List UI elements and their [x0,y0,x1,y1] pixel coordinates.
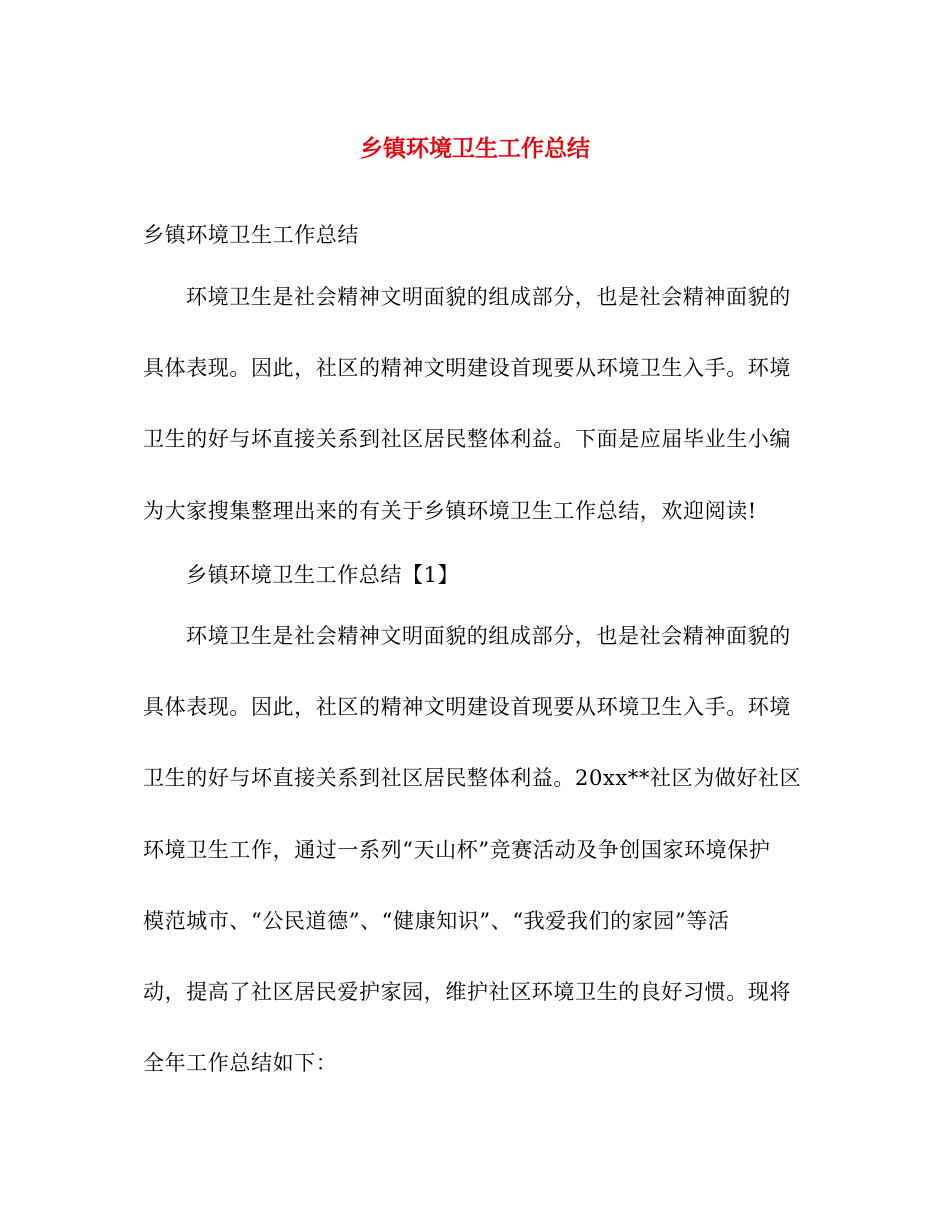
paragraph-line: 卫生的好与坏直接关系到社区居民整体利益。下面是应届毕业生小编 [143,427,791,451]
paragraph-line: 环境卫生是社会精神文明面貌的组成部分，也是社会精神面貌的 [186,624,791,648]
document-subtitle: 乡镇环境卫生工作总结 [143,223,359,247]
paragraph-line: 全年工作总结如下： [143,1051,338,1075]
document-title: 乡镇环境卫生工作总结 [360,136,590,162]
paragraph-line: 环境卫生工作，通过一系列“天山杯”竞赛活动及争创国家环境保护 [143,838,771,862]
section-heading: 乡镇环境卫生工作总结【1】 [186,563,460,587]
paragraph-line: 卫生的好与坏直接关系到社区居民整体利益。20xx**社区为做好社区 [143,766,802,790]
paragraph-line: 环境卫生是社会精神文明面貌的组成部分，也是社会精神面貌的 [186,285,791,309]
paragraph-line: 为大家搜集整理出来的有关于乡镇环境卫生工作总结，欢迎阅读! [143,499,757,523]
paragraph-line: 动，提高了社区居民爱护家园，维护社区环境卫生的良好习惯。现将 [143,980,791,1004]
paragraph-line: 具体表现。因此，社区的精神文明建设首现要从环境卫生入手。环境 [143,356,791,380]
paragraph-line: 具体表现。因此，社区的精神文明建设首现要从环境卫生入手。环境 [143,695,791,719]
paragraph-line: 模范城市、“公民道德”、“健康知识”、“我爱我们的家园”等活 [143,909,730,933]
